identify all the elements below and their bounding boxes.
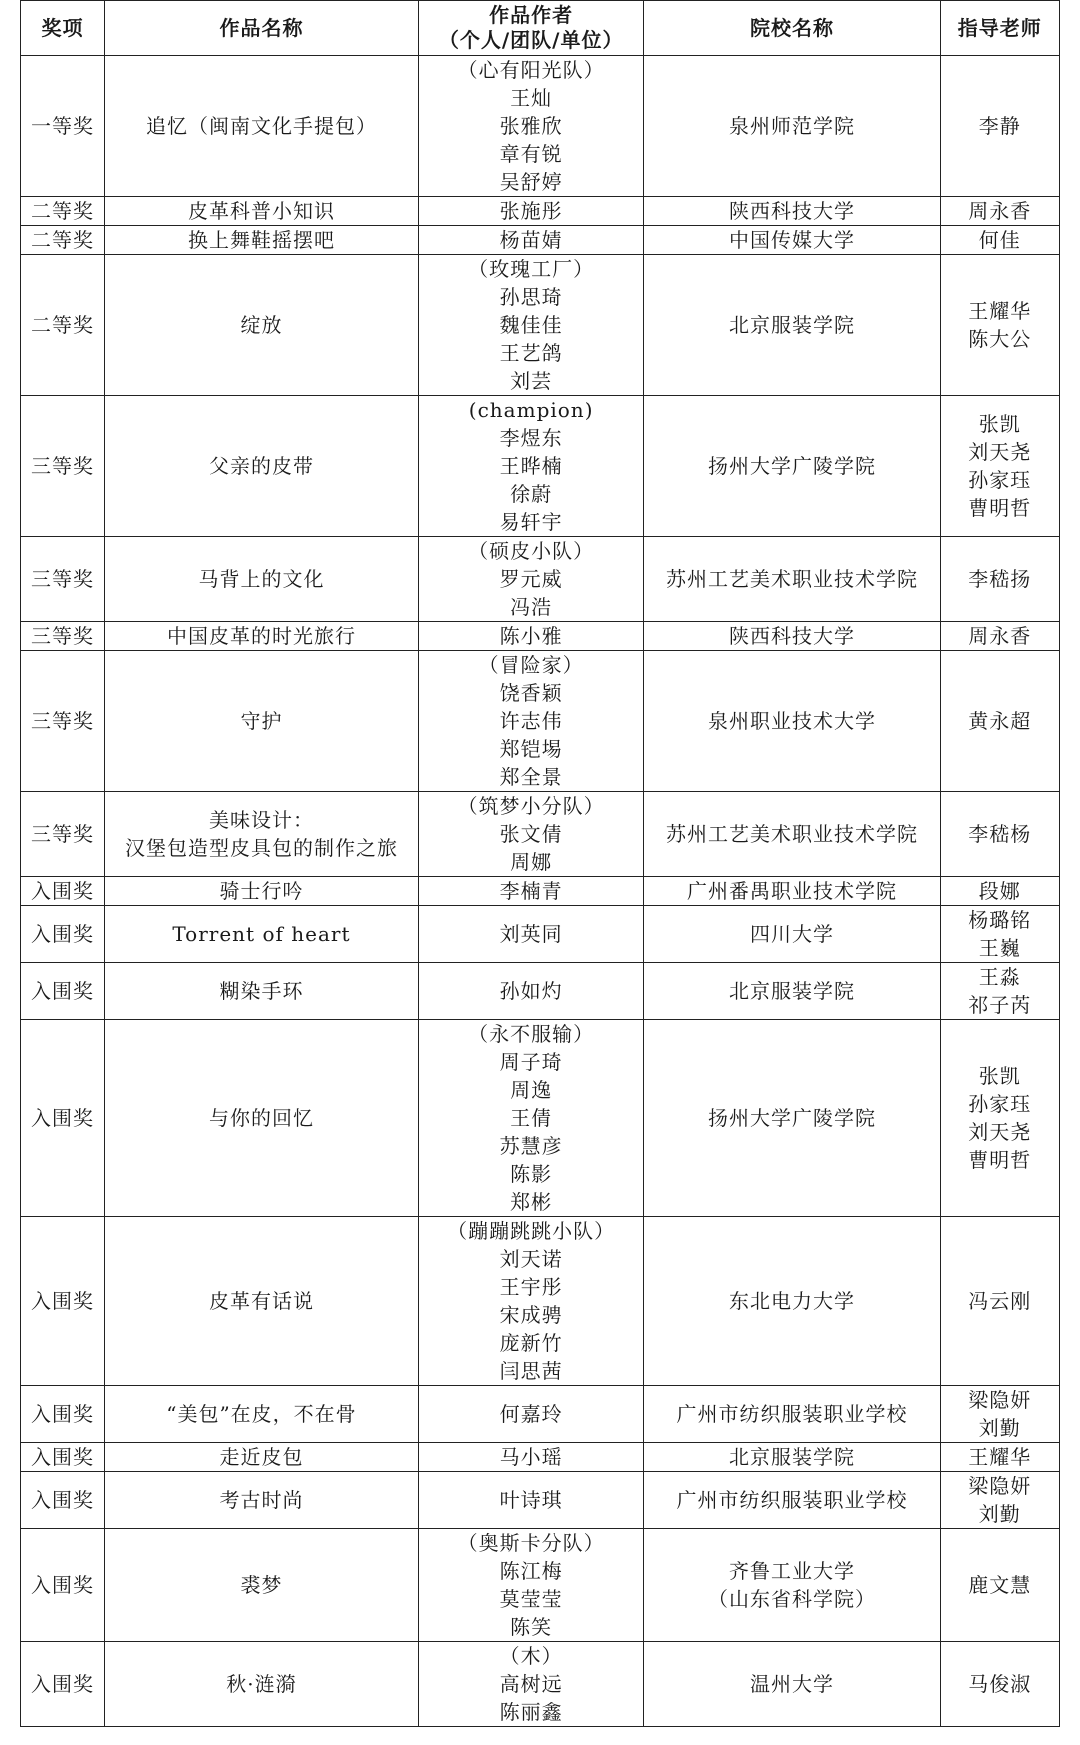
advisors-line: 祁子芮 xyxy=(968,993,1032,1017)
award-cell: 三等奖 xyxy=(21,537,105,622)
advisors-line: 王耀华 xyxy=(968,299,1032,323)
authors-line: （筑梦小分队） xyxy=(457,794,605,818)
work-title-cell xyxy=(105,1217,419,1386)
advisors-line: 何佳 xyxy=(978,228,1021,252)
authors-cell xyxy=(418,255,643,396)
header-text: 作品作者 xyxy=(489,3,574,27)
work-title-cell xyxy=(105,396,419,537)
advisors-line: 冯云刚 xyxy=(968,1289,1032,1313)
work-title-cell xyxy=(105,1020,419,1217)
award-cell: 二等奖 xyxy=(21,255,105,396)
school-line: 陕西科技大学 xyxy=(729,624,855,648)
school-line: 北京服装学院 xyxy=(729,313,855,337)
advisors-line: 刘勤 xyxy=(978,1502,1021,1526)
authors-line: 李楠青 xyxy=(499,879,563,903)
school-line: 苏州工艺美术职业技术学院 xyxy=(666,822,918,846)
advisors-cell xyxy=(940,1642,1059,1727)
school-line: 苏州工艺美术职业技术学院 xyxy=(666,567,918,591)
authors-line: 冯浩 xyxy=(510,595,553,619)
advisors-cell xyxy=(940,651,1059,792)
advisors-line: 刘天尧 xyxy=(968,440,1032,464)
work-title-line: Torrent of heart xyxy=(172,922,351,946)
table-row xyxy=(21,396,1060,537)
advisors-cell xyxy=(940,963,1059,1020)
authors-line: 魏佳佳 xyxy=(499,313,563,337)
authors-cell xyxy=(418,622,643,651)
authors-line: 刘英同 xyxy=(499,922,563,946)
work-title-line: 父亲的皮带 xyxy=(208,454,314,478)
advisors-line: 王耀华 xyxy=(968,1445,1032,1469)
school-line: 北京服装学院 xyxy=(729,1445,855,1469)
advisors-line: 黄永超 xyxy=(968,709,1032,733)
table-row xyxy=(21,1020,1060,1217)
authors-line: 周娜 xyxy=(510,850,553,874)
advisors-line: 曹明哲 xyxy=(968,496,1032,520)
advisors-line: 张凯 xyxy=(978,1064,1021,1088)
award-cell: 二等奖 xyxy=(21,226,105,255)
school-cell xyxy=(644,197,940,226)
authors-cell xyxy=(418,1529,643,1642)
table-row xyxy=(21,963,1060,1020)
school-line: 中国传媒大学 xyxy=(729,228,855,252)
header-text: 奖项 xyxy=(41,15,84,40)
work-title-cell xyxy=(105,537,419,622)
award-cell: 三等奖 xyxy=(21,396,105,537)
table-row xyxy=(21,906,1060,963)
advisors-cell xyxy=(940,537,1059,622)
table-row xyxy=(21,226,1060,255)
authors-line: 何嘉玲 xyxy=(499,1402,563,1426)
work-title-cell xyxy=(105,1642,419,1727)
school-line: 温州大学 xyxy=(750,1672,834,1696)
table-row xyxy=(21,1472,1060,1529)
advisors-cell xyxy=(940,877,1059,906)
advisors-line: 梁隐妍 xyxy=(968,1388,1032,1412)
authors-line: （奥斯卡分队） xyxy=(457,1531,605,1555)
table-row xyxy=(21,1529,1060,1642)
advisors-cell xyxy=(940,1217,1059,1386)
advisors-line: 李嵇杨 xyxy=(968,822,1032,846)
table-body xyxy=(21,56,1060,1727)
school-cell xyxy=(644,792,940,877)
advisors-line: 刘勤 xyxy=(978,1416,1021,1440)
authors-line: 王倩 xyxy=(510,1106,553,1130)
authors-cell xyxy=(418,56,643,197)
authors-line: 郑全景 xyxy=(499,765,563,789)
authors-line: 马小瑶 xyxy=(499,1445,563,1469)
advisors-cell xyxy=(940,226,1059,255)
authors-line: 郑彬 xyxy=(510,1190,553,1214)
school-cell xyxy=(644,1386,940,1443)
work-title-cell xyxy=(105,963,419,1020)
award-cell: 入围奖 xyxy=(21,1642,105,1727)
work-title-cell xyxy=(105,651,419,792)
advisors-line: 周永香 xyxy=(968,624,1032,648)
school-line: 广州市纺织服装职业学校 xyxy=(676,1402,908,1426)
advisors-cell xyxy=(940,792,1059,877)
authors-line: (champion) xyxy=(468,398,594,422)
header-text: 院校名称 xyxy=(750,15,834,40)
work-title-cell xyxy=(105,622,419,651)
award-cell: 三等奖 xyxy=(21,792,105,877)
work-title-line: 守护 xyxy=(240,709,283,733)
header-award xyxy=(21,1,105,56)
authors-line: 张文倩 xyxy=(499,822,563,846)
authors-line: 周逸 xyxy=(510,1078,553,1102)
award-cell: 入围奖 xyxy=(21,1020,105,1217)
advisors-cell xyxy=(940,1443,1059,1472)
award-cell: 入围奖 xyxy=(21,1217,105,1386)
award-cell: 三等奖 xyxy=(21,651,105,792)
authors-line: 高树远 xyxy=(499,1672,563,1696)
school-line: 扬州大学广陵学院 xyxy=(708,454,876,478)
work-title-line: 考古时尚 xyxy=(219,1488,304,1512)
school-cell xyxy=(644,906,940,963)
work-title-cell xyxy=(105,1472,419,1529)
authors-line: 闫思茜 xyxy=(499,1359,563,1383)
authors-line: （永不服输） xyxy=(468,1022,595,1046)
advisors-cell xyxy=(940,396,1059,537)
work-title-line: 皮革有话说 xyxy=(208,1289,314,1313)
school-line: 扬州大学广陵学院 xyxy=(708,1106,876,1130)
advisors-cell xyxy=(940,906,1059,963)
school-line: 北京服装学院 xyxy=(729,979,855,1003)
advisors-cell xyxy=(940,622,1059,651)
authors-line: 徐蔚 xyxy=(510,482,553,506)
advisors-line: 张凯 xyxy=(978,412,1021,436)
authors-line: 王灿 xyxy=(510,86,553,110)
authors-line: 刘芸 xyxy=(510,369,553,393)
advisors-line: 杨璐铭 xyxy=(968,908,1032,932)
authors-line: 许志伟 xyxy=(499,709,563,733)
advisors-line: 孙家珏 xyxy=(968,468,1032,492)
work-title-line: 与你的回忆 xyxy=(208,1106,314,1130)
authors-line: 宋成骋 xyxy=(499,1303,563,1327)
authors-line: 周子琦 xyxy=(499,1050,563,1074)
school-cell xyxy=(644,622,940,651)
authors-cell xyxy=(418,197,643,226)
header-text: 指导老师 xyxy=(957,15,1042,40)
authors-line: 张雅欣 xyxy=(499,114,563,138)
advisors-line: 李静 xyxy=(978,114,1021,138)
authors-line: 章有锐 xyxy=(499,142,563,166)
advisors-line: 梁隐妍 xyxy=(968,1474,1032,1498)
advisors-cell xyxy=(940,1472,1059,1529)
advisors-line: 周永香 xyxy=(968,199,1032,223)
award-cell: 入围奖 xyxy=(21,906,105,963)
school-cell xyxy=(644,537,940,622)
table-row xyxy=(21,56,1060,197)
authors-line: 郑铠埸 xyxy=(499,737,563,761)
school-cell xyxy=(644,1217,940,1386)
authors-cell xyxy=(418,651,643,792)
table-row xyxy=(21,792,1060,877)
authors-line: 罗元威 xyxy=(499,567,563,591)
award-cell: 一等奖 xyxy=(21,56,105,197)
advisors-line: 孙家珏 xyxy=(968,1092,1032,1116)
advisors-line: 刘天尧 xyxy=(968,1120,1032,1144)
authors-line: 陈江梅 xyxy=(499,1559,563,1583)
school-cell xyxy=(644,1642,940,1727)
school-line: 四川大学 xyxy=(750,922,834,946)
work-title-cell xyxy=(105,1529,419,1642)
advisors-cell xyxy=(940,1529,1059,1642)
work-title-line: 换上舞鞋摇摆吧 xyxy=(187,228,335,252)
authors-line: （冒险家） xyxy=(478,653,584,677)
school-line: 广州番禺职业技术学院 xyxy=(687,879,897,903)
table-row xyxy=(21,1217,1060,1386)
school-cell xyxy=(644,651,940,792)
authors-cell xyxy=(418,1217,643,1386)
authors-line: 刘天诺 xyxy=(499,1247,563,1271)
authors-line: 叶诗琪 xyxy=(499,1488,563,1512)
table-row xyxy=(21,877,1060,906)
school-cell xyxy=(644,877,940,906)
header-advisors xyxy=(940,1,1059,56)
school-cell xyxy=(644,255,940,396)
header-work-title xyxy=(105,1,419,56)
authors-line: 陈笑 xyxy=(510,1615,553,1639)
authors-line: 陈丽鑫 xyxy=(499,1700,563,1724)
table-row xyxy=(21,651,1060,792)
advisors-cell xyxy=(940,255,1059,396)
table-row xyxy=(21,255,1060,396)
header-text: 作品名称 xyxy=(219,15,304,40)
advisors-line: 段娜 xyxy=(978,879,1021,903)
work-title-line: 马背上的文化 xyxy=(198,567,325,591)
advisors-cell xyxy=(940,197,1059,226)
award-cell: 入围奖 xyxy=(21,877,105,906)
advisors-line: 马俊淑 xyxy=(968,1672,1032,1696)
work-title-line: 绽放 xyxy=(240,313,283,337)
school-cell xyxy=(644,226,940,255)
authors-cell xyxy=(418,1642,643,1727)
advisors-cell xyxy=(940,1020,1059,1217)
advisors-cell xyxy=(940,56,1059,197)
work-title-cell xyxy=(105,226,419,255)
school-line: 泉州师范学院 xyxy=(729,114,855,138)
work-title-cell xyxy=(105,792,419,877)
authors-line: （硕皮小队） xyxy=(468,539,595,563)
authors-line: 易轩宇 xyxy=(499,510,563,534)
school-line: 陕西科技大学 xyxy=(729,199,855,223)
work-title-line: 追忆（闽南文化手提包） xyxy=(145,114,377,138)
authors-cell xyxy=(418,1443,643,1472)
header-school xyxy=(644,1,940,56)
school-line: 东北电力大学 xyxy=(729,1289,855,1313)
advisors-line: 鹿文慧 xyxy=(968,1573,1032,1597)
authors-line: 王艺鸽 xyxy=(499,341,563,365)
work-title-cell xyxy=(105,877,419,906)
authors-line: 苏慧彦 xyxy=(499,1134,563,1158)
work-title-cell xyxy=(105,197,419,226)
table-row xyxy=(21,197,1060,226)
work-title-line: 糊染手环 xyxy=(219,979,304,1003)
school-cell xyxy=(644,56,940,197)
advisors-line: 王淼 xyxy=(978,965,1021,989)
advisors-line: 王巍 xyxy=(978,936,1021,960)
work-title-line: 走近皮包 xyxy=(219,1445,304,1469)
work-title-cell xyxy=(105,1443,419,1472)
authors-cell xyxy=(418,1020,643,1217)
school-line: （山东省科学院） xyxy=(708,1587,876,1611)
work-title-line: “美包”在皮，不在骨 xyxy=(166,1402,357,1426)
school-line: 泉州职业技术大学 xyxy=(708,709,876,733)
award-table xyxy=(20,0,1060,1727)
table-row xyxy=(21,1386,1060,1443)
award-cell: 入围奖 xyxy=(21,1386,105,1443)
advisors-cell xyxy=(940,1386,1059,1443)
authors-line: （木） xyxy=(499,1644,563,1668)
school-cell xyxy=(644,963,940,1020)
table-header-row xyxy=(21,1,1060,56)
award-cell: 二等奖 xyxy=(21,197,105,226)
authors-cell xyxy=(418,1386,643,1443)
authors-line: 杨苗婧 xyxy=(499,228,563,252)
school-line: 广州市纺织服装职业学校 xyxy=(676,1488,908,1512)
school-cell xyxy=(644,1443,940,1472)
school-cell xyxy=(644,396,940,537)
work-title-line: 汉堡包造型皮具包的制作之旅 xyxy=(124,836,398,860)
authors-line: 陈影 xyxy=(510,1162,553,1186)
school-cell xyxy=(644,1020,940,1217)
authors-cell xyxy=(418,537,643,622)
authors-cell xyxy=(418,792,643,877)
authors-line: 王宇彤 xyxy=(499,1275,563,1299)
award-cell: 三等奖 xyxy=(21,622,105,651)
authors-line: 王晔楠 xyxy=(499,454,563,478)
authors-line: 孙如灼 xyxy=(499,979,563,1003)
table-row xyxy=(21,537,1060,622)
work-title-cell xyxy=(105,906,419,963)
work-title-cell xyxy=(105,255,419,396)
authors-line: 陈小雅 xyxy=(499,624,563,648)
authors-line: 张施彤 xyxy=(499,199,563,223)
award-cell: 入围奖 xyxy=(21,1443,105,1472)
work-title-line: 美味设计： xyxy=(208,808,314,832)
advisors-line: 李嵇扬 xyxy=(968,567,1032,591)
authors-line: 李煜东 xyxy=(499,426,563,450)
authors-cell xyxy=(418,226,643,255)
authors-line: （玫瑰工厂） xyxy=(468,257,595,281)
work-title-cell xyxy=(105,56,419,197)
table-row xyxy=(21,1642,1060,1727)
header-authors xyxy=(418,1,643,56)
authors-cell xyxy=(418,1472,643,1529)
authors-line: （蹦蹦跳跳小队） xyxy=(447,1219,616,1243)
authors-line: 吴舒婷 xyxy=(499,170,563,194)
work-title-line: 中国皮革的时光旅行 xyxy=(166,624,356,648)
school-cell xyxy=(644,1529,940,1642)
advisors-line: 陈大公 xyxy=(968,327,1032,351)
authors-line: （心有阳光队） xyxy=(457,58,605,82)
work-title-line: 骑士行吟 xyxy=(219,879,304,903)
work-title-cell xyxy=(105,1386,419,1443)
work-title-line: 裘梦 xyxy=(240,1573,283,1597)
award-cell: 入围奖 xyxy=(21,1472,105,1529)
authors-line: 莫莹莹 xyxy=(499,1587,563,1611)
authors-cell xyxy=(418,396,643,537)
award-cell: 入围奖 xyxy=(21,963,105,1020)
header-text: （个人/团队/单位） xyxy=(438,28,624,52)
authors-cell xyxy=(418,906,643,963)
award-cell: 入围奖 xyxy=(21,1529,105,1642)
table-row xyxy=(21,622,1060,651)
table-row xyxy=(21,1443,1060,1472)
authors-line: 孙思琦 xyxy=(499,285,563,309)
school-cell xyxy=(644,1472,940,1529)
authors-cell xyxy=(418,963,643,1020)
advisors-line: 曹明哲 xyxy=(968,1148,1032,1172)
work-title-line: 秋·涟漪 xyxy=(226,1672,297,1696)
authors-line: 饶香颖 xyxy=(499,681,563,705)
authors-cell xyxy=(418,877,643,906)
authors-line: 庞新竹 xyxy=(499,1331,563,1355)
work-title-line: 皮革科普小知识 xyxy=(187,199,335,223)
school-line: 齐鲁工业大学 xyxy=(729,1559,855,1583)
